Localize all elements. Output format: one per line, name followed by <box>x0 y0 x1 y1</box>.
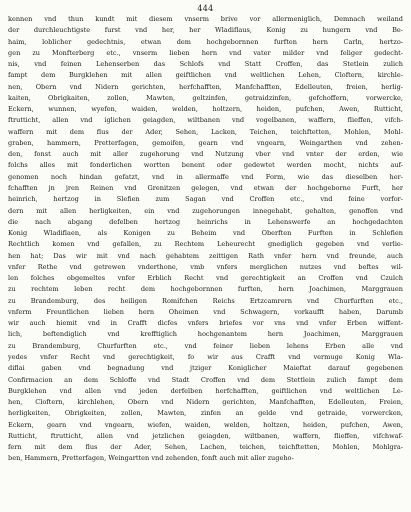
text-line: vnferm Freuntlichen lieben hern Oheimen vnd Schwagern, vorkaufft haben, Darumb <box>8 307 403 316</box>
text-line: zu Brandemburg, des heiligen Romifchen Reichs Ertzcamrern vnd Churfurften etc., <box>8 296 403 305</box>
text-line: Rechtlich komen vnd gefallen, zu Rechtem Leheurecht gnediglich gegeben vnd verlie- <box>8 240 403 249</box>
text-line: yedes vnfer Recht vnd gerechtigkeit, fo wir aus Crafft vnd vermuge Konig Wla- <box>8 352 403 361</box>
text-line: Eckern, gearn vnd vngearn, wiefen, waiden, welden, holtzen, heiden, pufchen, Awen, <box>8 420 403 429</box>
text-line: Rutticht, ftrutticht, allen vnd jetzlichen geiagden, wiltbanen, waffern, flieffen, vifchwaf- <box>8 431 403 440</box>
text-line: Burgklehen vnd allen vnd jeden derfelben herfchafften, geiftlichen vnd weltlichen Le- <box>8 386 403 395</box>
text-line: fchafften jn jren Reinen vnd Grenitzen gelegen, vnd etwan der hochgeborne Furft, her <box>8 183 403 192</box>
text-line: fern mit dem flus der Ader, Sehen, Lachen, teichen, teichftetten, Mohlen, Mohlgra- <box>8 443 403 452</box>
text-line: heinrich, hertzog in Slefien zum Sagan vnd Croffen etc., vnd feine vorfor- <box>8 195 403 204</box>
text-line: waffern mit dem flus der Ader, Sehen, Lacken, Teichen, teichftetten, Mohlen, Mohl- <box>8 127 403 136</box>
page-number: 444 <box>197 4 214 13</box>
text-line: lich, beftendiglich vnd krefftiglich hochgenantem hern Joachimen, Marggrauen <box>8 330 403 339</box>
text-line: genomen noch hindan gefatzt, vnd in allermaffe vnd Form, wie das dieselben her- <box>8 172 403 181</box>
text-line: fampt dem Burgklehen mit allen geiftlichen vnd weltlichen Lehen, Cloftern, kirchle- <box>8 71 403 80</box>
text-line: gen zu Monfterberg etc., vnserm lieben hern vnd vater milder vnd feliger gedecht- <box>8 48 403 57</box>
text-line: nen, Obern vnd Nidern gerichten, herfchafften, Manfchafften, Edelleuten, freien, herlig- <box>8 82 403 91</box>
text-line: ftrutticht, allen vnd iglichen geiagden, wiltbanen vnd vogelbanen, waffern, flieffen, vifch- <box>8 116 403 125</box>
text-line: ben, Hammern, Pretterfagen, Weingartten vnd zehenden, fonft auch mit aller zugeho- <box>8 454 294 463</box>
text-line: den, fonst auch mit aller zugehorung vnd Nutzung vber vnd vnter der erden, wie <box>8 150 403 159</box>
text-line: graben, hammern, Pretterfagen, gemoifen, gearn vnd vngearn, Weingarthen vnd zehen- <box>8 138 403 147</box>
text-line: kaiten, Obrigkaiten, zollen, Mawten, geltzinfen, getraidzinfen, gefchoffern, vorwercke, <box>8 93 403 102</box>
text-line: diflai gaben vnd begnadung vnd jtziger Koniglicher Maieftat darauf gegebenen <box>8 364 403 373</box>
text-line: dern mit allen herligkeiten, ein vnd zugehorungen innegehabt, gehalten, genoffen vnd <box>8 206 403 215</box>
body-text <box>8 14 403 465</box>
text-line: wir auch hiemit vnd in Crafft dicfes vnfers briefes vor vns vnd vnfer Erben wiffent- <box>8 319 403 328</box>
text-line: herligkeiten, Obrigkeiten, zollen, Mawten, zinfen an gelde vnd getraide, vorwercken, <box>8 409 403 418</box>
text-line: der durchleuchtigste furst vnd her, her Wladiflaus, Konig zu hungern vnd Be- <box>8 26 403 35</box>
text-line: zu Brandemburg, Churfurften etc., vnd feiner lieben lehens Erben alle vnd <box>8 341 403 350</box>
text-line: Eckern, wunnen, wyefen, waiden, welden, holtzern, heiden, pufchen, Awen, Rutticht, <box>8 105 403 114</box>
text-line: len folches obgemeltes vnfer Erblich Recht vnd gerechtigkeit an Croffen vnd Czulch <box>8 274 403 283</box>
text-line: zu rechtem leben recht dem hochgebornnen furften, hern Joachimen, Marggrauen <box>8 285 403 294</box>
text-line: folchs alles mit fonderlichen wortten benent oder gedewtet werden mocht, nichts auf- <box>8 161 403 170</box>
text-line: haim, loblicher gedechtnis, etwan dem hochgebornnen furften hern Carln, hertzo- <box>8 37 403 46</box>
text-line: die nach abgang defelben hertzog heinrichs in Lehenswerfe an hochgedachten <box>8 217 403 226</box>
text-line: hen, Cloftern, kirchlehen, Obern vnd Nidern gerichten, Manfchafften, Edelleuten, Freien, <box>8 398 403 407</box>
text-line: vnfer Rethe vnd getrewen vnderthone, vmb vnfers merglichen nutzes vnd beftes wil- <box>8 262 403 271</box>
text-line: Konig Wladiflaen, als Konigen zu Beheim vnd Oberften Furften in Schlefien <box>8 229 403 238</box>
text-line: kennen vnd thun kundt mit diesem vnserm brive vor allermeniglich, Demnach weiland <box>8 15 403 23</box>
text-line: nis, vnd feinen Lehenserben das Schlofs vnd Statt Croffen, das Stetlein zulich <box>8 60 403 69</box>
text-line: hen hat; Das wir mit vnd nach gehabtem zeittigen Rath vnfer hern vnd freunde, auch <box>8 251 403 260</box>
text-line: Confirmacion an dem Schloffe vnd Stadt Croffen vnd dem Stettlein zulich fampt dem <box>8 375 403 384</box>
